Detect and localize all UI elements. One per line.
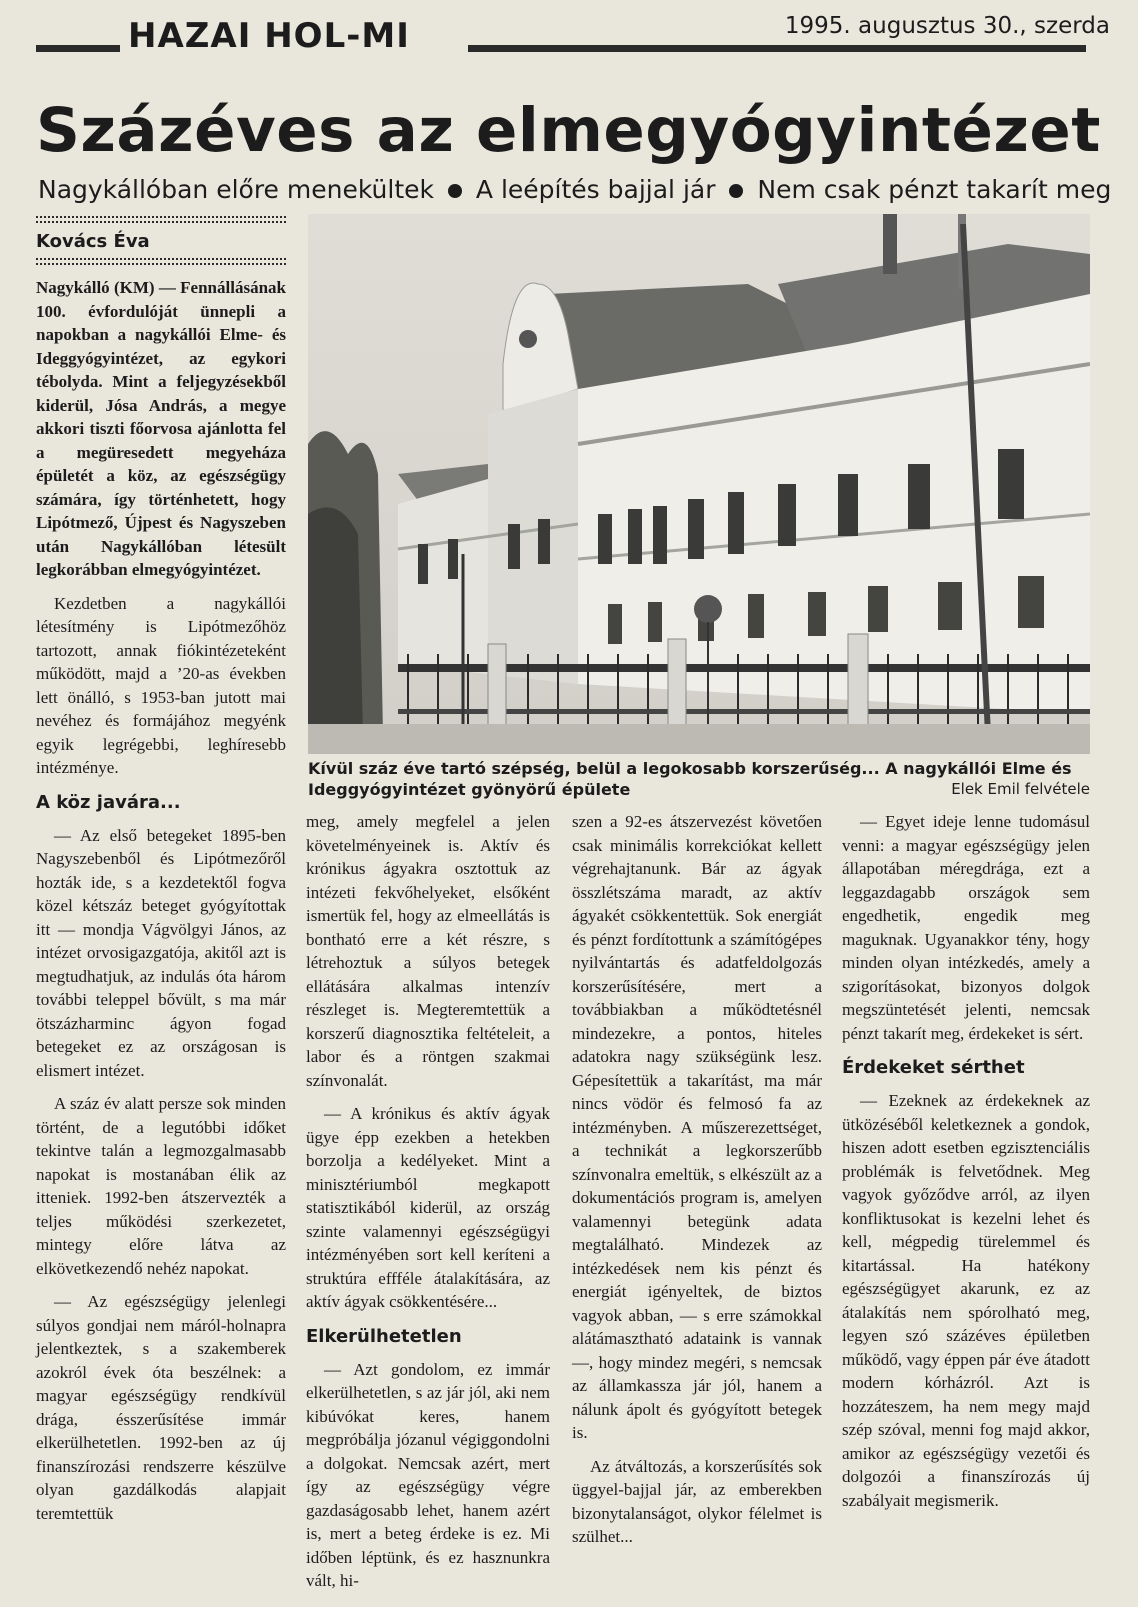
paragraph: — A krónikus és aktív ágyak ügye épp ezekben a hetekben borzolja a kedélyeket. Mint a minisztériumból megkapott statisztikából kiderül, az ország szinte valamennyi egészségügyi intézményében sort kell keríteni a struktúra effféle átalakítására, az aktív ágyak csökkentésére... — [306, 1104, 550, 1311]
byline: Kovács Éva — [36, 231, 150, 252]
subhead-2: A leépítés bajjal jár — [475, 175, 716, 204]
issue-date: 1995. augusztus 30., szerda — [784, 13, 1110, 39]
subhead-elkerulhetetlen: Elkerülhetetlen — [306, 1325, 462, 1347]
bullet-icon — [729, 184, 743, 198]
column-2 — [306, 810, 550, 1603]
paragraph: meg, amely megfelel a jelen követelményeinek is. Aktív és krónikus ágyakra osztottuk az intézeti fekvőhelyeket, elsőként ismertük fel, hogy az elmeellátás is bontható erre a két részre, s létrehoztuk a súlyos betegek ellátására alkalmas intenzív részleget is. Megteremtettük a korszerű diagnosztika feltételeit, a labor és a röntgen szakmai színvonalát. — [306, 812, 550, 1090]
byline-rule-bottom — [36, 258, 286, 265]
section-title: HAZAI HOL-MI — [128, 16, 410, 56]
building-photo-illustration — [308, 214, 1090, 754]
header-rule-left — [36, 45, 120, 52]
building-photo — [308, 214, 1090, 754]
paragraph: — Azt gondolom, ez immár elkerülhetetlen, s az jár jól, aki nem kibúvókat keres, hanem megpróbálja józanul végiggondolni a dolgokat. Nemcsak azért, mert így az egészségügy végre gazdaságosabb lehet, hanem azért is, mert a beteg érdeke is ez. Mi időben léptünk, és ez hasznunkra vált, hi- — [306, 1359, 550, 1590]
subhead-erdekeket-serthet: Érdekeket sérthet — [842, 1057, 1025, 1078]
paragraph: Kezdetben a nagykállói létesítmény is Lipótmezőhöz tartozott, annak fiókintézeteként működött, majd a ’20-as években lett önálló, s 1953-ban jutott mai nevéhez és formájához megyénk egyik legrégebbi, leghíresebb intézménye. — [36, 593, 286, 777]
subheads — [38, 172, 1118, 208]
paragraph: Az átváltozás, a korszerűsítés sok üggyel-bajjal jár, az emberekben bizonytalanságot, olykor félelmet is szülhet... — [572, 1456, 822, 1546]
subhead-1: Nagykállóban előre menekültek — [38, 175, 435, 204]
paragraph: — Az első betegeket 1895-ben Nagyszebenből és Lipótmezőről hozták ide, s a kezdetektől fogva közel kétszáz beteget gyógyítottak itt — mondja Vágvölgyi János, az intézet orvosigazgatója, akitől azt is megtudhatjuk, az indulás óta három további teleppel bővült, s ma már ötszázharminc ágyon fogad betegeket ez az országosan is elismert intézet. — [36, 825, 286, 1080]
photo-caption — [308, 758, 1090, 800]
column-3 — [572, 810, 822, 1559]
bullet-icon — [448, 184, 462, 198]
subhead-a-koz-javara: A köz javára... — [36, 791, 181, 813]
caption-text: Kívül száz éve tartó szépség, belül a legokosabb korszerűség... A nagykállói Elme és Ideggyógyintézet gyönyörű épülete — [308, 759, 1072, 799]
byline-rule-top — [36, 216, 286, 223]
paragraph: — Egyet ideje lenne tudomásul venni: a magyar egészségügy jelen állapotában méregdrága, ezt a leggazdagabb országok sem engedhetik, engedik meg maguknak. Ugyanakkor tény, hogy minden olyan intézkedés, amely a szigorításokat, bizonyos dolgok megszüntetését jelenti, nemcsak pénzt takarít meg, érdekeket is sért. — [842, 812, 1090, 1043]
subhead-3: Nem csak pénzt takarít meg — [757, 175, 1112, 204]
header-rule-right — [468, 45, 1086, 52]
paragraph: A száz év alatt persze sok minden történt, de a legutóbbi időket tekintve talán a legmozgalmasabb napokat is mostanában élik az itteniek. 1992-ben átszervezték a teljes működési szerkezetet, mintegy előre látva az elkövetkezendő nehéz napokat. — [36, 1094, 286, 1278]
column-4 — [842, 810, 1090, 1522]
paragraph: szen a 92-es átszervezést követően csak minimális korrekciókat kellett végrehajtanunk. Bár az ágyak összlétszáma maradt, az aktív ágyakét csökkentettük. Sok energiát és pénzt fordítottunk a számítógépes nyilvántartás és adatfeldolgozás korszerűsítésére, mert a továbbiakban a működtetésnél mindezekre, a pontos, hiteles adatokra nagy szükségünk lesz. Gépesítettük a takarítást, ma már nincs vödör és felmosó fa az intézményben. A műszerezettséget, a technikát a legkorszerűbb színvonalra emeltük, s elkészült az a dokumentációs program is, amelyen valamennyi betegünk adata megtalálható. Mindezek az intézkedések nem kis pénzt és energiát igényeltek, de biztos vagyok abban, — s erre számokkal alátámasztható adataink is vannak —, hogy mindez megéri, s nemcsak az államkassza jár jól, hanem a nálunk ápolt és gyógyított betegek is. — [572, 812, 822, 1442]
photo-credit: Elek Emil felvétele — [951, 780, 1090, 798]
paragraph: — Ezeknek az érdekeknek az ütközéséből keletkeznek a gondok, hiszen adott esetben egzisztenciális problémák is felvetődnek. Meg vagyok győződve arról, az ilyen konfliktusokat is kezelni lehet és kell, mégpedig türelemmel és kitartással. Ha hatékony egészségügyet akarunk, ez az átalakítás nem spórolható meg, legyen szó százéves épületben működő, vagy éppen pár éve átadott modern kórházról. Azt is hozzáteszem, ha nem megy majd szép szóval, menni fog majd akkor, amikor az egészségügy vezetői és dolgozói a finanszírozás új szabályait megismerik. — [842, 1091, 1090, 1510]
headline: Százéves az elmegyógyintézet — [36, 95, 1101, 166]
column-1 — [36, 276, 286, 1535]
paragraph: — Az egészségügy jelenlegi súlyos gondjai nem máról-holnapra jelentkeztek, s a szakemberek azokról évek óta beszélnek: a magyar egészségügy rendkívül drága, ésszerűsítése immár elkerülhetetlen. 1992-ben az új finanszírozási rendszerre készülve olyan gazdálkodás alapjait teremtettük — [36, 1292, 286, 1523]
lead-paragraph: Nagykálló (KM) — Fennállásának 100. évfordulóját ünnepli a napokban a nagykállói Elme- és Ideggyógyintézet, az egykori tébolyda. Mint a feljegyzésekből kiderül, Jósa András, a megye akkori tiszti főorvosa ajánlotta fel a megüresedett megyeháza épületét a köz, az egészségügy számára, így történhetett, hogy Lipótmező, Újpest és Nagyszeben után Nagykállóban létesült legkorábban elmegyógyintézet. — [36, 278, 286, 579]
